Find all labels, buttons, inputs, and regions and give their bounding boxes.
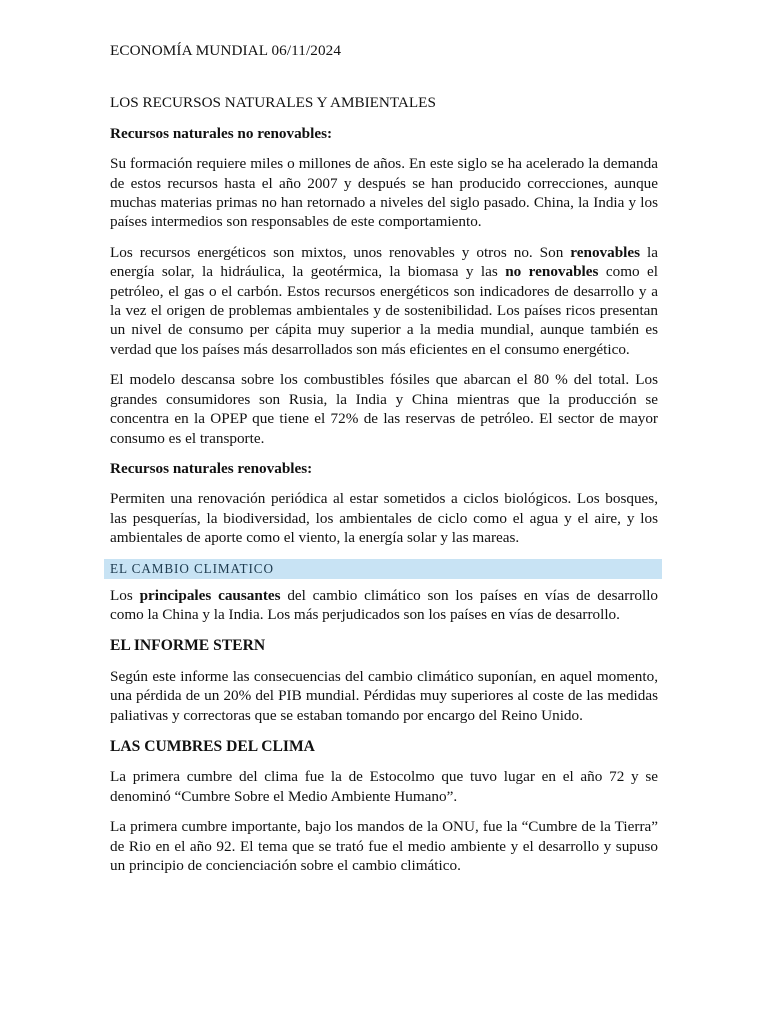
text-run: Los recursos energéticos son mixtos, unos renovables y otros no. Son: [110, 243, 571, 261]
stern-report-paragraph: Según este informe las consecuencias del cambio climático suponían, en aquel momento, una pérdida de un 20% del PIB mundial. Pérdidas muy superiores al coste de las medidas paliativas y correctoras que se estaban tomando por encargo del Reino Unido.: [110, 667, 658, 724]
text-run: como el petróleo, el gas o el carbón. Estos recursos energéticos son indicadores de desarrollo y a la vez el origen de problemas ambientales y de sostenibilidad. Los países ricos presentan un nivel de consumo per cápita muy superior a la media mundial, aunque también es verdad que los países más desarrollados son más eficientes en el consumo energético.: [110, 263, 659, 358]
document-header: ECONOMÍA MUNDIAL 06/11/2024: [110, 42, 342, 59]
climate-change-paragraph: [110, 586, 658, 625]
document-page: [110, 41, 658, 875]
text-run: del cambio climático son los países en vías de desarrollo como la China y la India. Los más perjudicados son los países en vías de desarrollo.: [110, 586, 659, 623]
climate-change-heading: EL CAMBIO CLIMATICO: [110, 560, 274, 576]
climate-change-section-band: [104, 559, 662, 579]
text-run: la energía solar, la hidráulica, la geotérmica, la biomasa y las: [110, 243, 658, 281]
text-run: Los: [110, 586, 140, 604]
bold-term-renewables: renovables: [570, 243, 641, 261]
nonrenewable-paragraph-2: [110, 243, 658, 359]
renewable-heading: Recursos naturales renovables:: [110, 459, 313, 477]
stern-report-heading: EL INFORME STERN: [110, 637, 266, 655]
climate-summits-paragraph-1: La primera cumbre del clima fue la de Estocolmo que tuvo lugar en el año 72 y se denominó “Cumbre Sobre el Medio Ambiente Humano”.: [110, 768, 658, 805]
bold-term-nonrenewables: no renovables: [505, 263, 599, 281]
nonrenewable-paragraph-3: El modelo descansa sobre los combustibles fósiles que abarcan el 80 % del total. Los grandes consumidores son Rusia, la India y China mientras que la producción se concentra en la OPEP que tiene el 72% de las reservas de petróleo. El sector de mayor consumo es el transporte.: [110, 371, 658, 447]
climate-summits-heading: LAS CUMBRES DEL CLIMA: [110, 737, 315, 755]
nonrenewable-paragraph-1: Su formación requiere miles o millones de años. En este siglo se ha acelerado la demanda de estos recursos hasta el año 2007 y después se han producido correcciones, aunque muchas materias primas no han retornado a niveles del siglo pasado. China, la India y los países intermedios son responsables de este comportamiento.: [110, 155, 658, 231]
climate-summits-paragraph-2: La primera cumbre importante, bajo los mandos de la ONU, fue la “Cumbre de la Tierra” de Rio en el año 92. El tema que se trató fue el medio ambiente y el desarrollo y supuso un principio de concienciación sobre el cambio climático.: [110, 818, 658, 874]
bold-term-main-causes: principales causantes: [139, 586, 281, 604]
document-title: LOS RECURSOS NATURALES Y AMBIENTALES: [110, 94, 436, 112]
renewable-paragraph-1: Permiten una renovación periódica al estar sometidos a ciclos biológicos. Los bosques, las pesquerías, la biodiversidad, los ambientales de ciclo como el agua y el aire, y los ambientales de aporte como el viento, la energía solar y las mareas.: [110, 490, 658, 547]
nonrenewable-heading: Recursos naturales no renovables:: [110, 124, 333, 142]
